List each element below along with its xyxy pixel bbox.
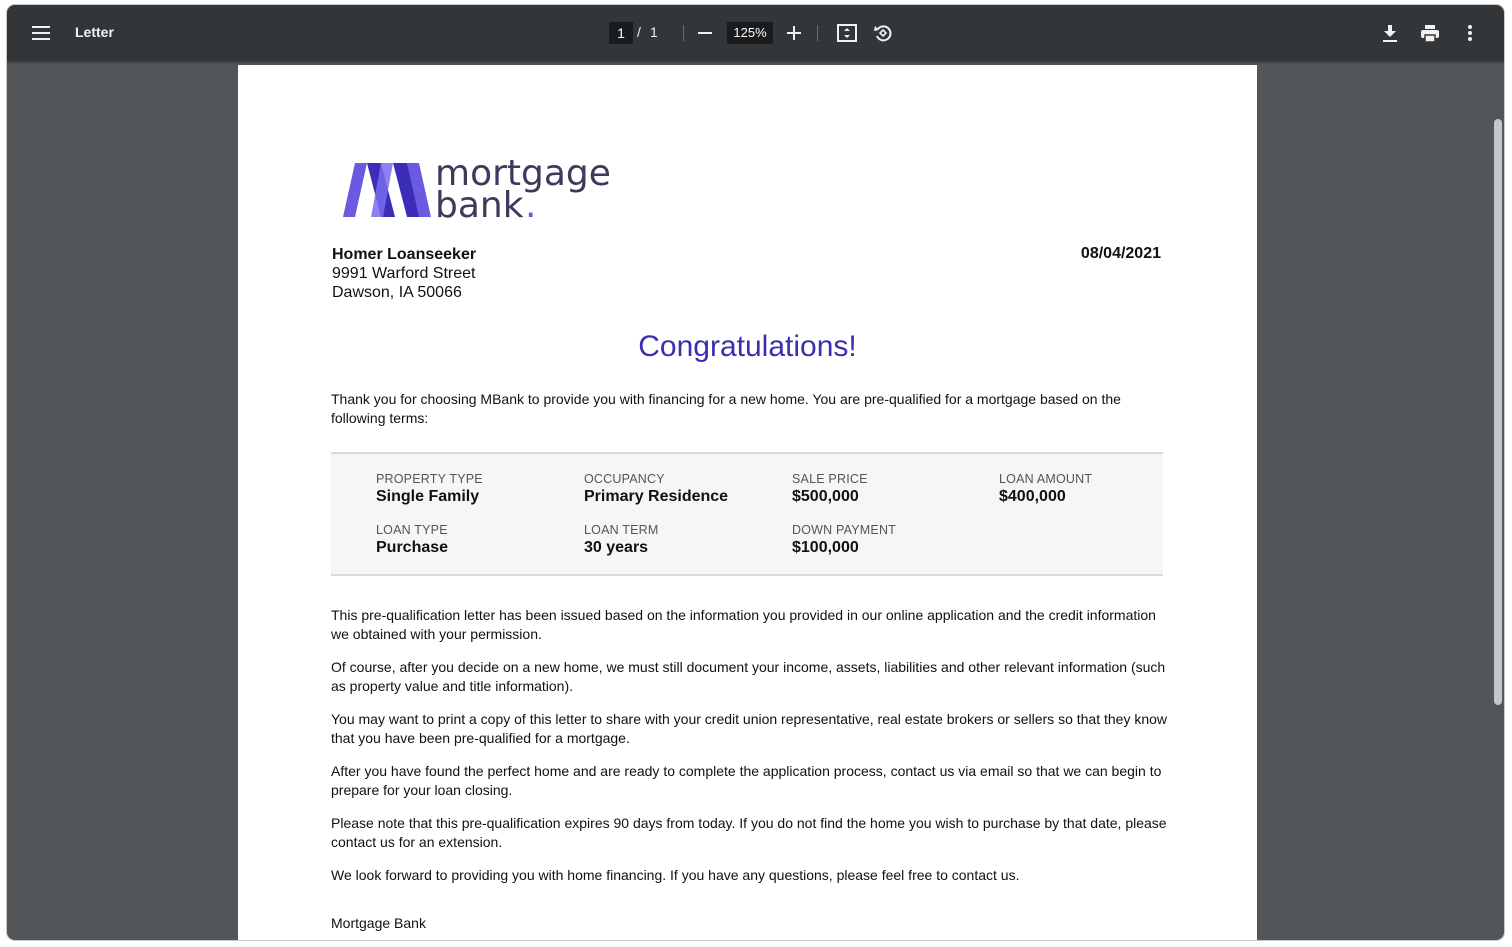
letter-date: 08/04/2021 [1080, 245, 1161, 262]
pdf-viewer-window [7, 5, 1504, 940]
vertical-scrollbar[interactable] [1494, 119, 1502, 705]
rotate-icon[interactable] [867, 17, 899, 49]
term-label: OCCUPANCY [584, 472, 665, 486]
body-paragraph: Please note that this pre-qualification expires 90 days from today. If you do not find the home you wish to purchase by that date, please contact us for an extension. [331, 815, 1167, 850]
logo-line-2: bank [435, 185, 524, 221]
page-total: 1 [650, 24, 658, 40]
term-label: SALE PRICE [792, 472, 868, 486]
download-icon[interactable] [1374, 17, 1406, 49]
recipient-street: 9991 Warford Street [332, 265, 476, 282]
page-number-input[interactable] [609, 22, 633, 44]
signoff: Mortgage Bank [331, 915, 426, 931]
body-paragraph: This pre-qualification letter has been issued based on the information you provided in our online application and the credit information we obtained with your permission. [331, 607, 1156, 642]
body-paragraph: You may want to print a copy of this letter to share with your credit union representative, real estate brokers or sellers so that they know that you have been pre-qualified for a mortgage. [331, 711, 1168, 746]
term-value: Primary Residence [584, 488, 729, 505]
term-occupancy [584, 472, 728, 506]
term-value: $500,000 [792, 488, 859, 505]
pdf-toolbar [7, 5, 1504, 61]
zoom-out-icon[interactable] [689, 17, 721, 49]
term-value: $100,000 [792, 539, 859, 556]
more-vert-icon[interactable] [1454, 17, 1486, 49]
body-paragraph: Of course, after you decide on a new home, we must still document your income, assets, liabilities and other relevant information (such as property value and title information). [331, 659, 1166, 694]
pdf-viewer-canvas[interactable] [7, 61, 1504, 940]
recipient-address [332, 245, 476, 302]
letter-heading: Congratulations! [638, 330, 857, 363]
recipient-city: Dawson, IA 50066 [332, 284, 462, 301]
intro-paragraph: Thank you for choosing MBank to provide you with financing for a new home. You are pre-qualified for a mortgage based on the following terms: [331, 391, 1121, 426]
menu-icon[interactable] [25, 17, 57, 49]
loan-terms-panel [331, 452, 1163, 576]
recipient-name: Homer Loanseeker [332, 246, 477, 263]
document-title: Letter [75, 24, 114, 40]
fit-page-icon[interactable] [831, 17, 863, 49]
term-loan-type [376, 523, 448, 557]
page-separator: / [637, 24, 641, 40]
body-paragraph: After you have found the perfect home and are ready to complete the application process, contact us via email so that we can begin to prepare for your loan closing. [331, 763, 1162, 798]
term-loan-amount [999, 472, 1092, 506]
term-value: 30 years [584, 539, 649, 556]
pdf-page [238, 65, 1257, 940]
term-down-payment [792, 523, 896, 557]
logo-line-1: mortgage [435, 153, 611, 194]
term-sale-price [792, 472, 868, 506]
term-label: LOAN TERM [584, 523, 659, 537]
mortgage-bank-logo [343, 151, 623, 226]
term-value: $400,000 [999, 488, 1066, 505]
toolbar-divider [817, 25, 818, 41]
term-property-type [376, 472, 483, 506]
print-icon[interactable] [1414, 17, 1446, 49]
term-value: Purchase [376, 539, 449, 556]
toolbar-divider [683, 25, 684, 41]
term-label: LOAN TYPE [376, 523, 448, 537]
body-paragraph: We look forward to providing you with home financing. If you have any questions, please feel free to contact us. [331, 867, 1020, 883]
term-label: DOWN PAYMENT [792, 523, 897, 537]
term-loan-term [584, 523, 659, 557]
term-label: LOAN AMOUNT [999, 472, 1093, 486]
logo-dot: . [525, 185, 537, 221]
zoom-in-icon[interactable] [778, 17, 810, 49]
term-value: Single Family [376, 488, 480, 505]
zoom-level-input[interactable] [727, 22, 773, 44]
term-label: PROPERTY TYPE [376, 472, 483, 486]
